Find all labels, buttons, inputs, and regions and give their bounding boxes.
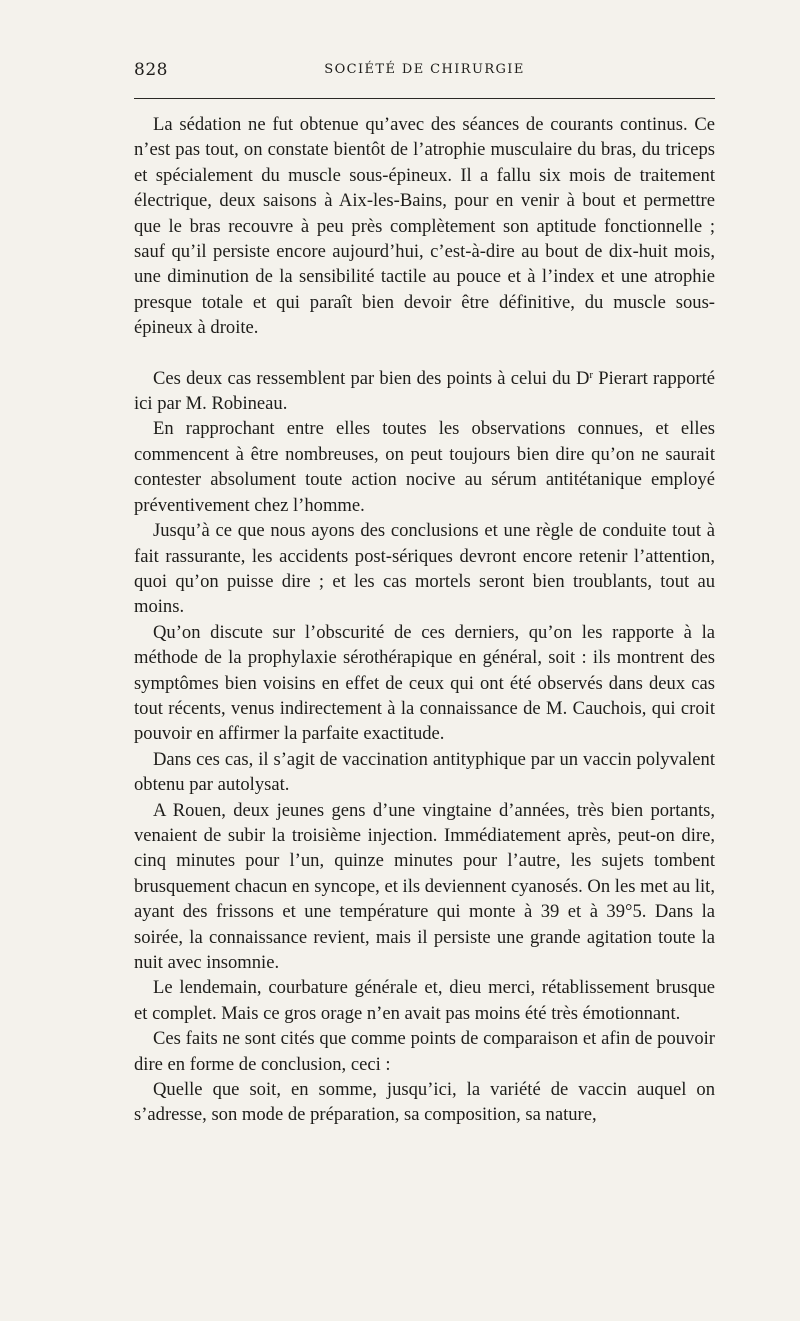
paragraph-text: Ces deux cas ressemblent par bien des points à celui du D [153,367,590,389]
paragraph [134,366,715,417]
paragraph: A Rouen, deux jeunes gens d’une vingtaine d’années, très bien portants, venaient de subir la troisième injection. Immédiatement après, peut-on dire, cinq minutes pour l’un, quinze minutes pour l’autre, les sujets tombent brusquement chacun en syncope, et ils deviennent cyanosés. On les met au lit, ayant des frissons et une température qui monte à 39 et à 39°5. Dans la soirée, la connaissance revient, mais il persiste une grande agitation toute la nuit avec insomnie. [134,799,715,973]
page-header [134,56,715,86]
paragraph: Le lendemain, courbature générale et, dieu merci, rétablissement brusque et complet. Mais ce gros orage n’en avait pas moins été très émotionnant. [134,977,715,1024]
body-text [134,112,715,1128]
running-title: SOCIÉTÉ DE CHIRURGIE [324,62,525,77]
paragraph: Dans ces cas, il s’agit de vaccination antityphique par un vaccin polyvalent obtenu par autolysat. [134,748,715,796]
paragraph: En rapprochant entre elles toutes les observations connues, et elles commencent à être nombreuses, on peut toujours bien dire qu’on ne saurait contester absolument toute action nocive au sérum antitétanique employé préventivement chez l’homme. [134,418,715,516]
superscript: r [589,368,594,381]
paragraph: Quelle que soit, en somme, jusqu’ici, la variété de vaccin auquel on s’adresse, son mode de préparation, sa composition, sa nature, [134,1079,715,1126]
paragraph: Jusqu’à ce que nous ayons des conclusions et une règle de conduite tout à fait rassurante, les accidents post-sériques devront encore retenir l’attention, quoi qu’on puisse dire ; et les cas mortels seront bien troublants, tout au moins. [134,520,715,618]
paragraph: La sédation ne fut obtenue qu’avec des séances de courants continus. Ce n’est pas tout, on constate bientôt de l’atrophie musculaire du bras, du triceps et spécialement du muscle sous-épineux. Il a fallu six mois de traitement électrique, deux saisons à Aix-les-Bains, pour en venir à bout et permettre que le bras recouvre à peu près complètement son aptitude fonctionnelle ; sauf qu’il persiste encore aujourd’hui, c’est-à-dire au bout de dix-huit mois, une diminution de la sensibilité tactile au pouce et à l’index et une atrophie presque totale et qui paraît bien devoir être définitive, du muscle sous-épineux à droite. [134,114,715,339]
header-rule [134,98,715,99]
page-number: 828 [134,60,168,80]
paragraph-text: Pierart rapporté ici par M. Robineau. [134,367,715,415]
paragraph: Qu’on discute sur l’obscurité de ces derniers, qu’on les rapporte à la méthode de la prophylaxie sérothérapique en général, soit : ils montrent des symptômes bien voisins en effet de ceux qui ont été observés dans deux cas tout récents, venus indirectement à la connaissance de M. Cauchois, qui croit pouvoir en affirmer la parfaite exactitude. [134,621,715,745]
paragraph: Ces faits ne sont cités que comme points de comparaison et afin de pouvoir dire en forme de conclusion, ceci : [134,1028,715,1075]
